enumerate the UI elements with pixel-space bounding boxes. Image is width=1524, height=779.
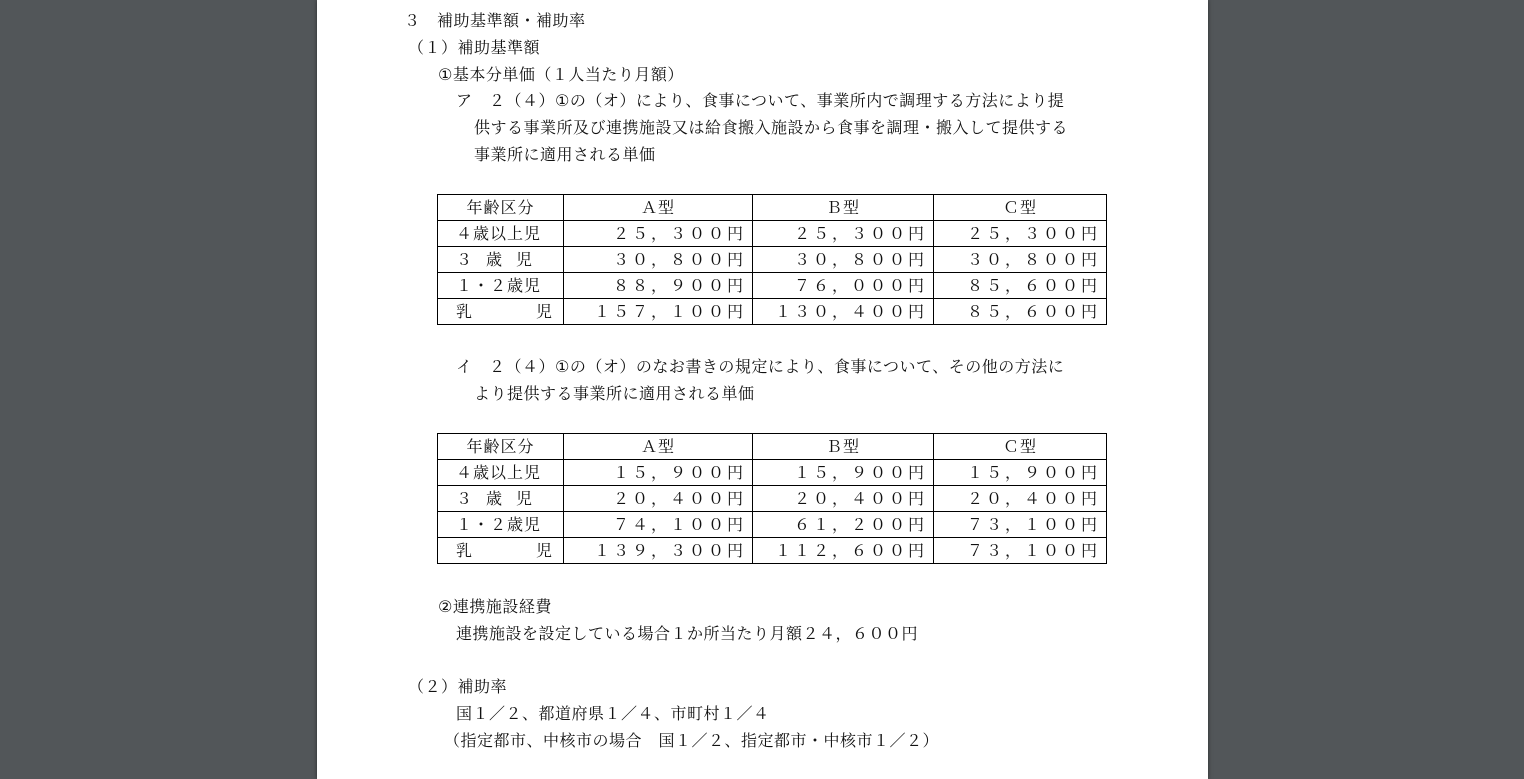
table-row (438, 273, 1107, 299)
header-type-a: Ａ型 (564, 434, 753, 460)
paragraph-a-line-3: 事業所に適用される単価 (474, 145, 656, 164)
section-title: ３ 補助基準額・補助率 (404, 11, 586, 30)
header-type-c: Ｃ型 (934, 195, 1107, 221)
price-cell: １５７，１００円 (564, 299, 753, 325)
age-cell: 乳児 (438, 299, 564, 325)
price-cell: ７６，０００円 (753, 273, 934, 299)
table-header-row (438, 434, 1107, 460)
age-cell: ４歳以上児 (438, 221, 564, 247)
age-cell: 乳児 (438, 538, 564, 564)
subsection-1-title: （１）補助基準額 (408, 38, 541, 57)
header-age-category: 年齢区分 (438, 195, 564, 221)
price-cell: ８５，６００円 (934, 273, 1107, 299)
item-2-title: ②連携施設経費 (438, 597, 552, 616)
price-cell: ８５，６００円 (934, 299, 1107, 325)
price-cell: １３９，３００円 (564, 538, 753, 564)
header-type-c: Ｃ型 (934, 434, 1107, 460)
price-cell: ７３，１００円 (934, 512, 1107, 538)
paragraph-a-line-2: 供する事業所及び連携施設又は給食搬入施設から食事を調理・搬入して提供する (474, 118, 1069, 137)
header-type-b: Ｂ型 (753, 434, 934, 460)
price-cell: ７４，１００円 (564, 512, 753, 538)
table-row (438, 512, 1107, 538)
price-cell: ２０，４００円 (753, 486, 934, 512)
paragraph-i-line-1: イ ２（４）①の（オ）のなお書きの規定により、食事について、その他の方法に (456, 357, 1065, 376)
unit-price-table-a (437, 194, 1107, 325)
table-row (438, 460, 1107, 486)
price-cell: １５，９００円 (753, 460, 934, 486)
table-row (438, 247, 1107, 273)
item-1-title: ①基本分単価（１人当たり月額） (438, 65, 684, 84)
price-cell: ２０，４００円 (934, 486, 1107, 512)
price-cell: ２５，３００円 (564, 221, 753, 247)
price-cell: １５，９００円 (934, 460, 1107, 486)
price-cell: ６１，２００円 (753, 512, 934, 538)
price-cell: ３０，８００円 (564, 247, 753, 273)
price-cell: ３０，８００円 (753, 247, 934, 273)
age-cell: ３歳児 (438, 247, 564, 273)
document-page (317, 0, 1208, 779)
price-cell: ２５，３００円 (753, 221, 934, 247)
age-cell: ４歳以上児 (438, 460, 564, 486)
unit-price-table-i (437, 433, 1107, 564)
price-cell: １１２，６００円 (753, 538, 934, 564)
table-row (438, 486, 1107, 512)
age-cell: １・２歳児 (438, 273, 564, 299)
table-row (438, 538, 1107, 564)
price-cell: ７３，１００円 (934, 538, 1107, 564)
table-row (438, 221, 1107, 247)
price-cell: ８８，９００円 (564, 273, 753, 299)
paragraph-i-line-2: より提供する事業所に適用される単価 (474, 384, 755, 403)
header-type-b: Ｂ型 (753, 195, 934, 221)
age-cell: ３歳児 (438, 486, 564, 512)
paragraph-a-line-1: ア ２（４）①の（オ）により、食事について、事業所内で調理する方法により提 (456, 91, 1065, 110)
subsection-2-title: （２）補助率 (408, 677, 508, 696)
price-cell: １５，９００円 (564, 460, 753, 486)
subsidy-rate-text: 国１／２、都道府県１／４、市町村１／４ (456, 704, 770, 723)
price-cell: ２５，３００円 (934, 221, 1107, 247)
price-cell: １３０，４００円 (753, 299, 934, 325)
header-type-a: Ａ型 (564, 195, 753, 221)
item-2-text: 連携施設を設定している場合１か所当たり月額２４，６００円 (456, 624, 919, 643)
price-cell: ２０，４００円 (564, 486, 753, 512)
price-cell: ３０，８００円 (934, 247, 1107, 273)
age-cell: １・２歳児 (438, 512, 564, 538)
header-age-category: 年齢区分 (438, 434, 564, 460)
table-header-row (438, 195, 1107, 221)
table-row (438, 299, 1107, 325)
subsidy-rate-note: （指定都市、中核市の場合 国１／２、指定都市・中核市１／２） (444, 731, 940, 750)
